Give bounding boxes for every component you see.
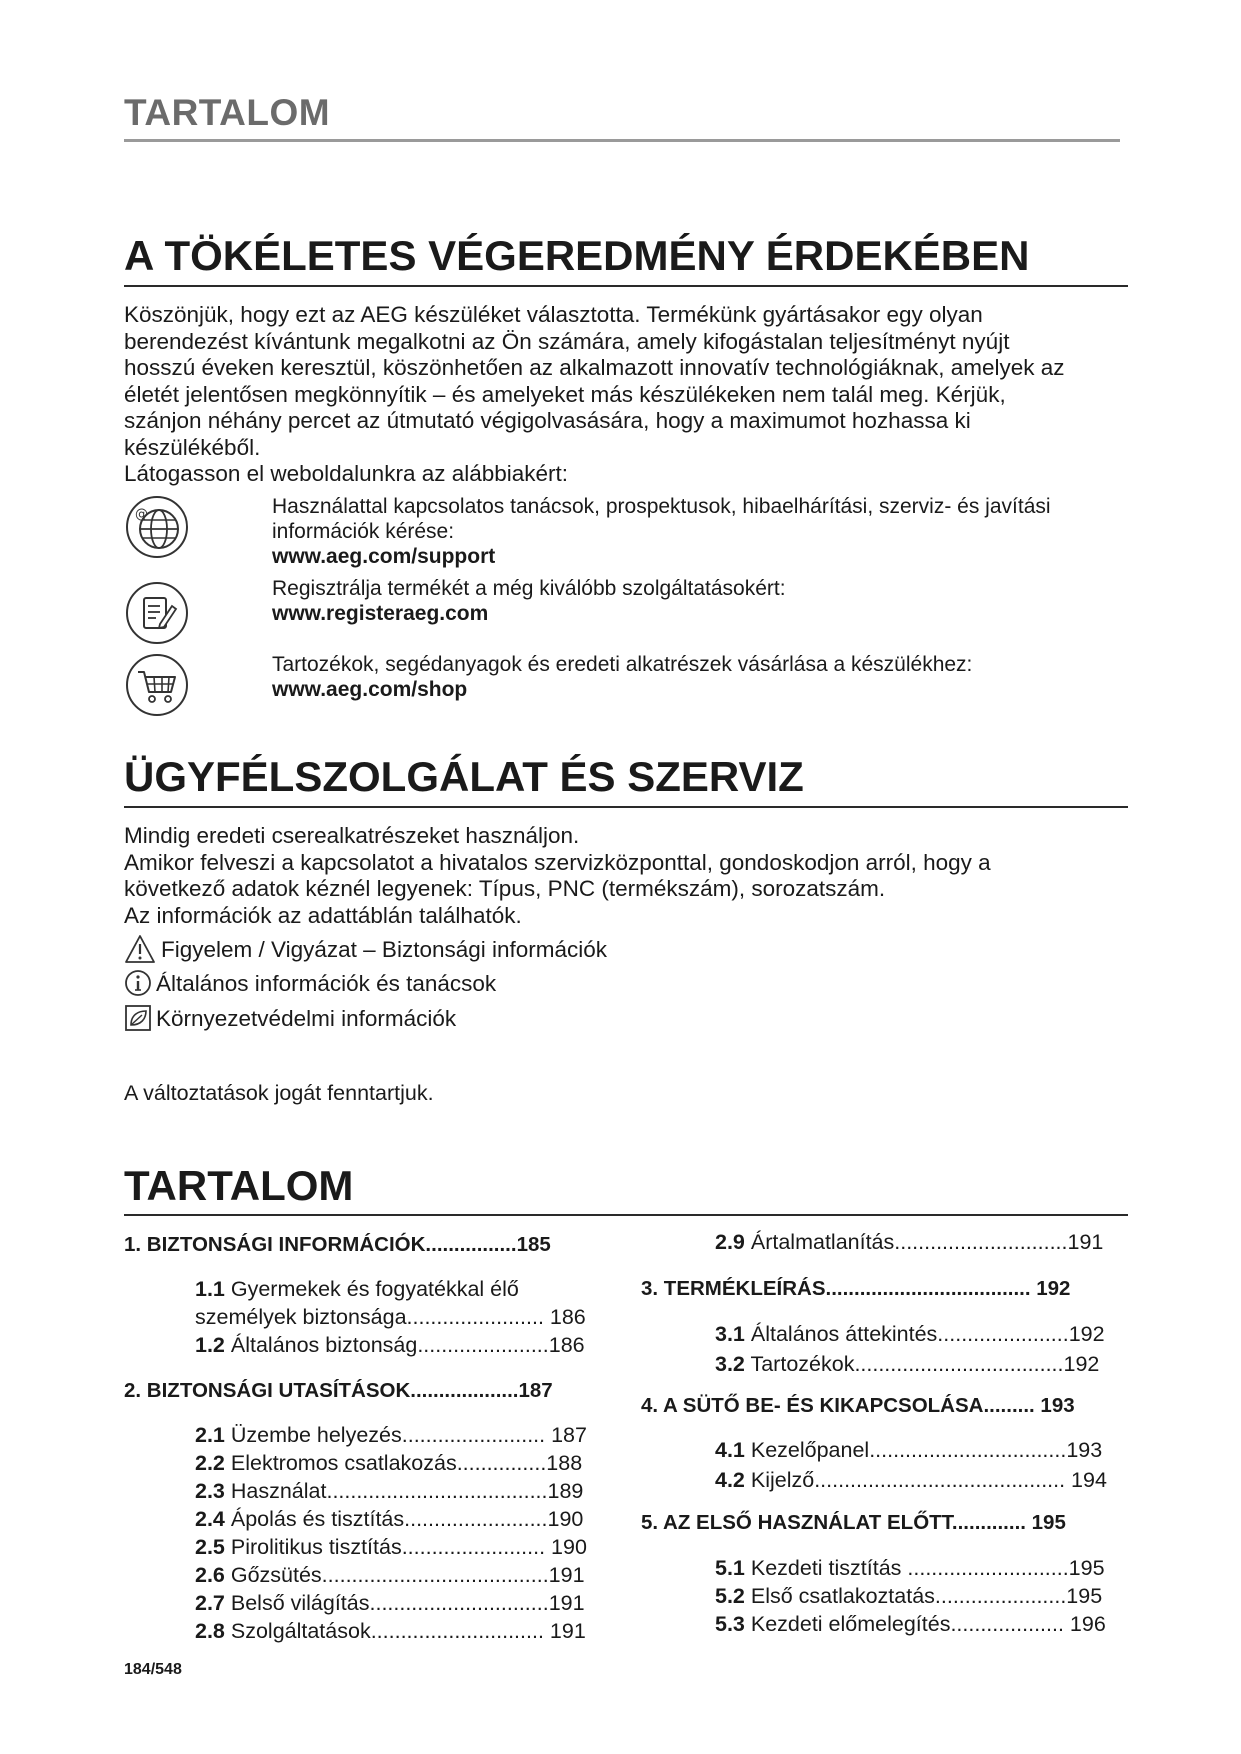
globe-icon (124, 494, 190, 560)
toc-item-title: Üzembe helyezés........................ 187 (224, 1423, 587, 1447)
text-line: Látogasson el weboldalunkra az alábbiakért: (124, 461, 569, 486)
toc-item-title: Szolgáltatások............................. 191 (224, 1619, 586, 1643)
toc-item-title: Tartozékok...................................192 (744, 1352, 1100, 1376)
support-desc-line1: Használattal kapcsolatos tanácsok, prospektusok, hibaelhárítási, szerviz- és javítási (272, 495, 1051, 518)
toc-item-link[interactable] (195, 1563, 585, 1588)
toc-section-link[interactable]: 3. TERMÉKLEÍRÁS.................................... 192 (641, 1277, 1071, 1300)
text-line: szánjon néhány percet az útmutató végigolvasására, hogy a maximumot hozhassa ki (124, 408, 971, 433)
toc-item-number: 3.2 (715, 1352, 745, 1376)
text-line: következő adatok kéznél legyenek: Típus, PNC (termékszám), sorozatszám. (124, 876, 886, 901)
text-line: Köszönjük, hogy ezt az AEG készüléket választotta. Termékünk gyártásakor egy olyan (124, 302, 983, 327)
section-heading-intro: A TÖKÉLETES VÉGEREDMÉNY ÉRDEKÉBEN (124, 232, 1030, 279)
support-link-text (272, 494, 1132, 569)
registration-link-text (272, 576, 1132, 626)
toc-item-link[interactable] (195, 1479, 583, 1504)
toc-item-link[interactable] (715, 1556, 1105, 1581)
toc-item-link[interactable] (195, 1451, 582, 1476)
page-number: 184/548 (124, 1661, 182, 1678)
registration-desc: Regisztrálja termékét a még kiválóbb szolgáltatásokért: (272, 577, 786, 600)
toc-item-title: Pirolitikus tisztítás........................ 190 (224, 1535, 587, 1559)
toc-item-link[interactable] (715, 1352, 1099, 1377)
legend-environment (124, 1004, 724, 1034)
toc-item-link[interactable] (195, 1277, 519, 1302)
toc-item-number: 2.4 (195, 1507, 225, 1531)
toc-item-number: 1.2 (195, 1333, 225, 1357)
toc-item-number: 2.5 (195, 1535, 225, 1559)
toc-item-number: 2.3 (195, 1479, 225, 1503)
toc-item-number: 5.1 (715, 1556, 745, 1580)
toc-section-link[interactable]: 2. BIZTONSÁGI UTASÍTÁSOK...................187 (124, 1379, 553, 1402)
support-url-link[interactable]: www.aeg.com/support (272, 545, 496, 568)
toc-item-title: Gőzsütés......................................191 (224, 1563, 585, 1587)
toc-item-link[interactable] (195, 1619, 586, 1644)
leaf-icon (124, 1004, 152, 1032)
toc-item-number: 2.8 (195, 1619, 225, 1643)
registration-url-link[interactable]: www.registeraeg.com (272, 602, 489, 625)
shop-desc: Tartozékok, segédanyagok és eredeti alkatrészek vásárlása a készülékhez: (272, 653, 973, 676)
toc-item-title: Kezelőpanel.................................193 (744, 1438, 1103, 1462)
toc-item-link[interactable] (195, 1535, 587, 1560)
toc-item-title: Általános áttekintés......................192 (744, 1322, 1105, 1346)
text-line: készülékéből. (124, 434, 261, 460)
legend-info (124, 969, 724, 999)
text-line: hosszú éveken keresztül, köszönhetően az alkalmazott innovatív technológiáknak, amelyek az (124, 355, 1065, 380)
page-header-title: TARTALOM (124, 92, 331, 133)
toc-item-number: 3.1 (715, 1322, 745, 1346)
toc-item-number: 1.1 (195, 1277, 225, 1301)
info-circle-icon (124, 969, 152, 997)
section-divider (124, 285, 1128, 287)
section-divider (124, 1214, 1128, 1216)
toc-item-link[interactable] (715, 1468, 1107, 1493)
toc-item-title: Belső világítás..............................191 (224, 1591, 585, 1615)
toc-section-link[interactable]: 1. BIZTONSÁGI INFORMÁCIÓK................185 (124, 1233, 551, 1256)
header-divider (124, 139, 1120, 142)
toc-item-title: Kijelző.......................................... 194 (744, 1468, 1107, 1492)
toc-item-link[interactable] (715, 1584, 1102, 1609)
toc-item-link[interactable] (715, 1438, 1102, 1463)
toc-item-link[interactable] (195, 1333, 585, 1358)
toc-item-link[interactable] (715, 1322, 1105, 1347)
registration-form-icon (124, 580, 190, 646)
toc-section-link[interactable]: 4. A SÜTŐ BE- ÉS KIKAPCSOLÁSA......... 193 (641, 1394, 1075, 1417)
text-line: életét jelentősen megkönnyítik – és amelyeket más készülékeken nem talál meg. Kérjük, (124, 381, 1006, 407)
toc-item-number: 5.3 (715, 1612, 745, 1636)
toc-item-number: 2.2 (195, 1451, 225, 1475)
toc-item-number: 2.7 (195, 1591, 225, 1615)
legend-warning-text: Figyelem / Vigyázat – Biztonsági információk (161, 937, 608, 962)
shop-link-text (272, 652, 1132, 702)
toc-item-title: Kezdeti előmelegítés................... 196 (744, 1612, 1106, 1636)
toc-item-number: 2.1 (195, 1423, 225, 1447)
text-line: Amikor felveszi a kapcsolatot a hivatalos szervizközponttal, gondoskodjon arról, hogy a (124, 849, 991, 875)
text-line: Mindig eredeti cserealkatrészeket használjon. (124, 823, 580, 848)
toc-item-link[interactable] (195, 1591, 585, 1616)
toc-item-number: 2.9 (715, 1230, 745, 1254)
toc-item-title: Használat.....................................189 (224, 1479, 584, 1503)
toc-item-title: Elektromos csatlakozás...............188 (224, 1451, 583, 1475)
toc-item-title: Ártalmatlanítás.............................191 (744, 1230, 1104, 1254)
legend-warning (124, 934, 724, 966)
support-desc-line2: információk kérése: (272, 520, 455, 543)
intro-paragraph (124, 302, 1124, 488)
shopping-cart-icon (124, 652, 190, 718)
shop-url-link[interactable]: www.aeg.com/shop (272, 678, 468, 701)
toc-item-title: Általános biztonság......................186 (224, 1333, 585, 1357)
toc-item-link[interactable] (195, 1423, 587, 1448)
toc-item-title: Első csatlakoztatás......................195 (744, 1584, 1103, 1608)
changes-note: A változtatások jogát fenntartjuk. (124, 1081, 434, 1105)
svg-text:@: @ (135, 507, 148, 522)
toc-item-number: 2.6 (195, 1563, 225, 1587)
section-divider (124, 806, 1128, 808)
toc-item-number: 4.1 (715, 1438, 745, 1462)
toc-item-link[interactable] (195, 1507, 583, 1532)
toc-item-number: 4.2 (715, 1468, 745, 1492)
legend-environment-text: Környezetvédelmi információk (156, 1006, 457, 1031)
warning-triangle-icon (124, 934, 156, 964)
service-paragraph (124, 823, 1124, 929)
toc-item-link[interactable] (715, 1612, 1106, 1637)
shop-link-row (124, 648, 1134, 722)
toc-section-link[interactable]: 5. AZ ELSŐ HASZNÁLAT ELŐTT............. 195 (641, 1511, 1066, 1534)
toc-heading: TARTALOM (124, 1162, 354, 1209)
toc-item-number: 5.2 (715, 1584, 745, 1608)
section-heading-service: ÜGYFÉLSZOLGÁLAT ÉS SZERVIZ (124, 753, 804, 800)
registration-link-row (124, 576, 1134, 646)
toc-item-title: Ápolás és tisztítás........................190 (224, 1507, 584, 1531)
toc-item-link[interactable] (715, 1230, 1103, 1255)
support-link-row (124, 494, 1134, 568)
legend-info-text: Általános információk és tanácsok (156, 971, 497, 996)
text-line: Az információk az adattáblán találhatók. (124, 902, 522, 928)
text-line: berendezést kívántunk megalkotni az Ön számára, amely kifogástalan teljesítményt nyújt (124, 328, 1010, 354)
toc-item-continuation[interactable]: személyek biztonsága....................... 186 (195, 1305, 586, 1329)
toc-item-title: Gyermekek és fogyatékkal élő (224, 1277, 519, 1301)
toc-item-title: Kezdeti tisztítás ...........................195 (744, 1556, 1105, 1580)
